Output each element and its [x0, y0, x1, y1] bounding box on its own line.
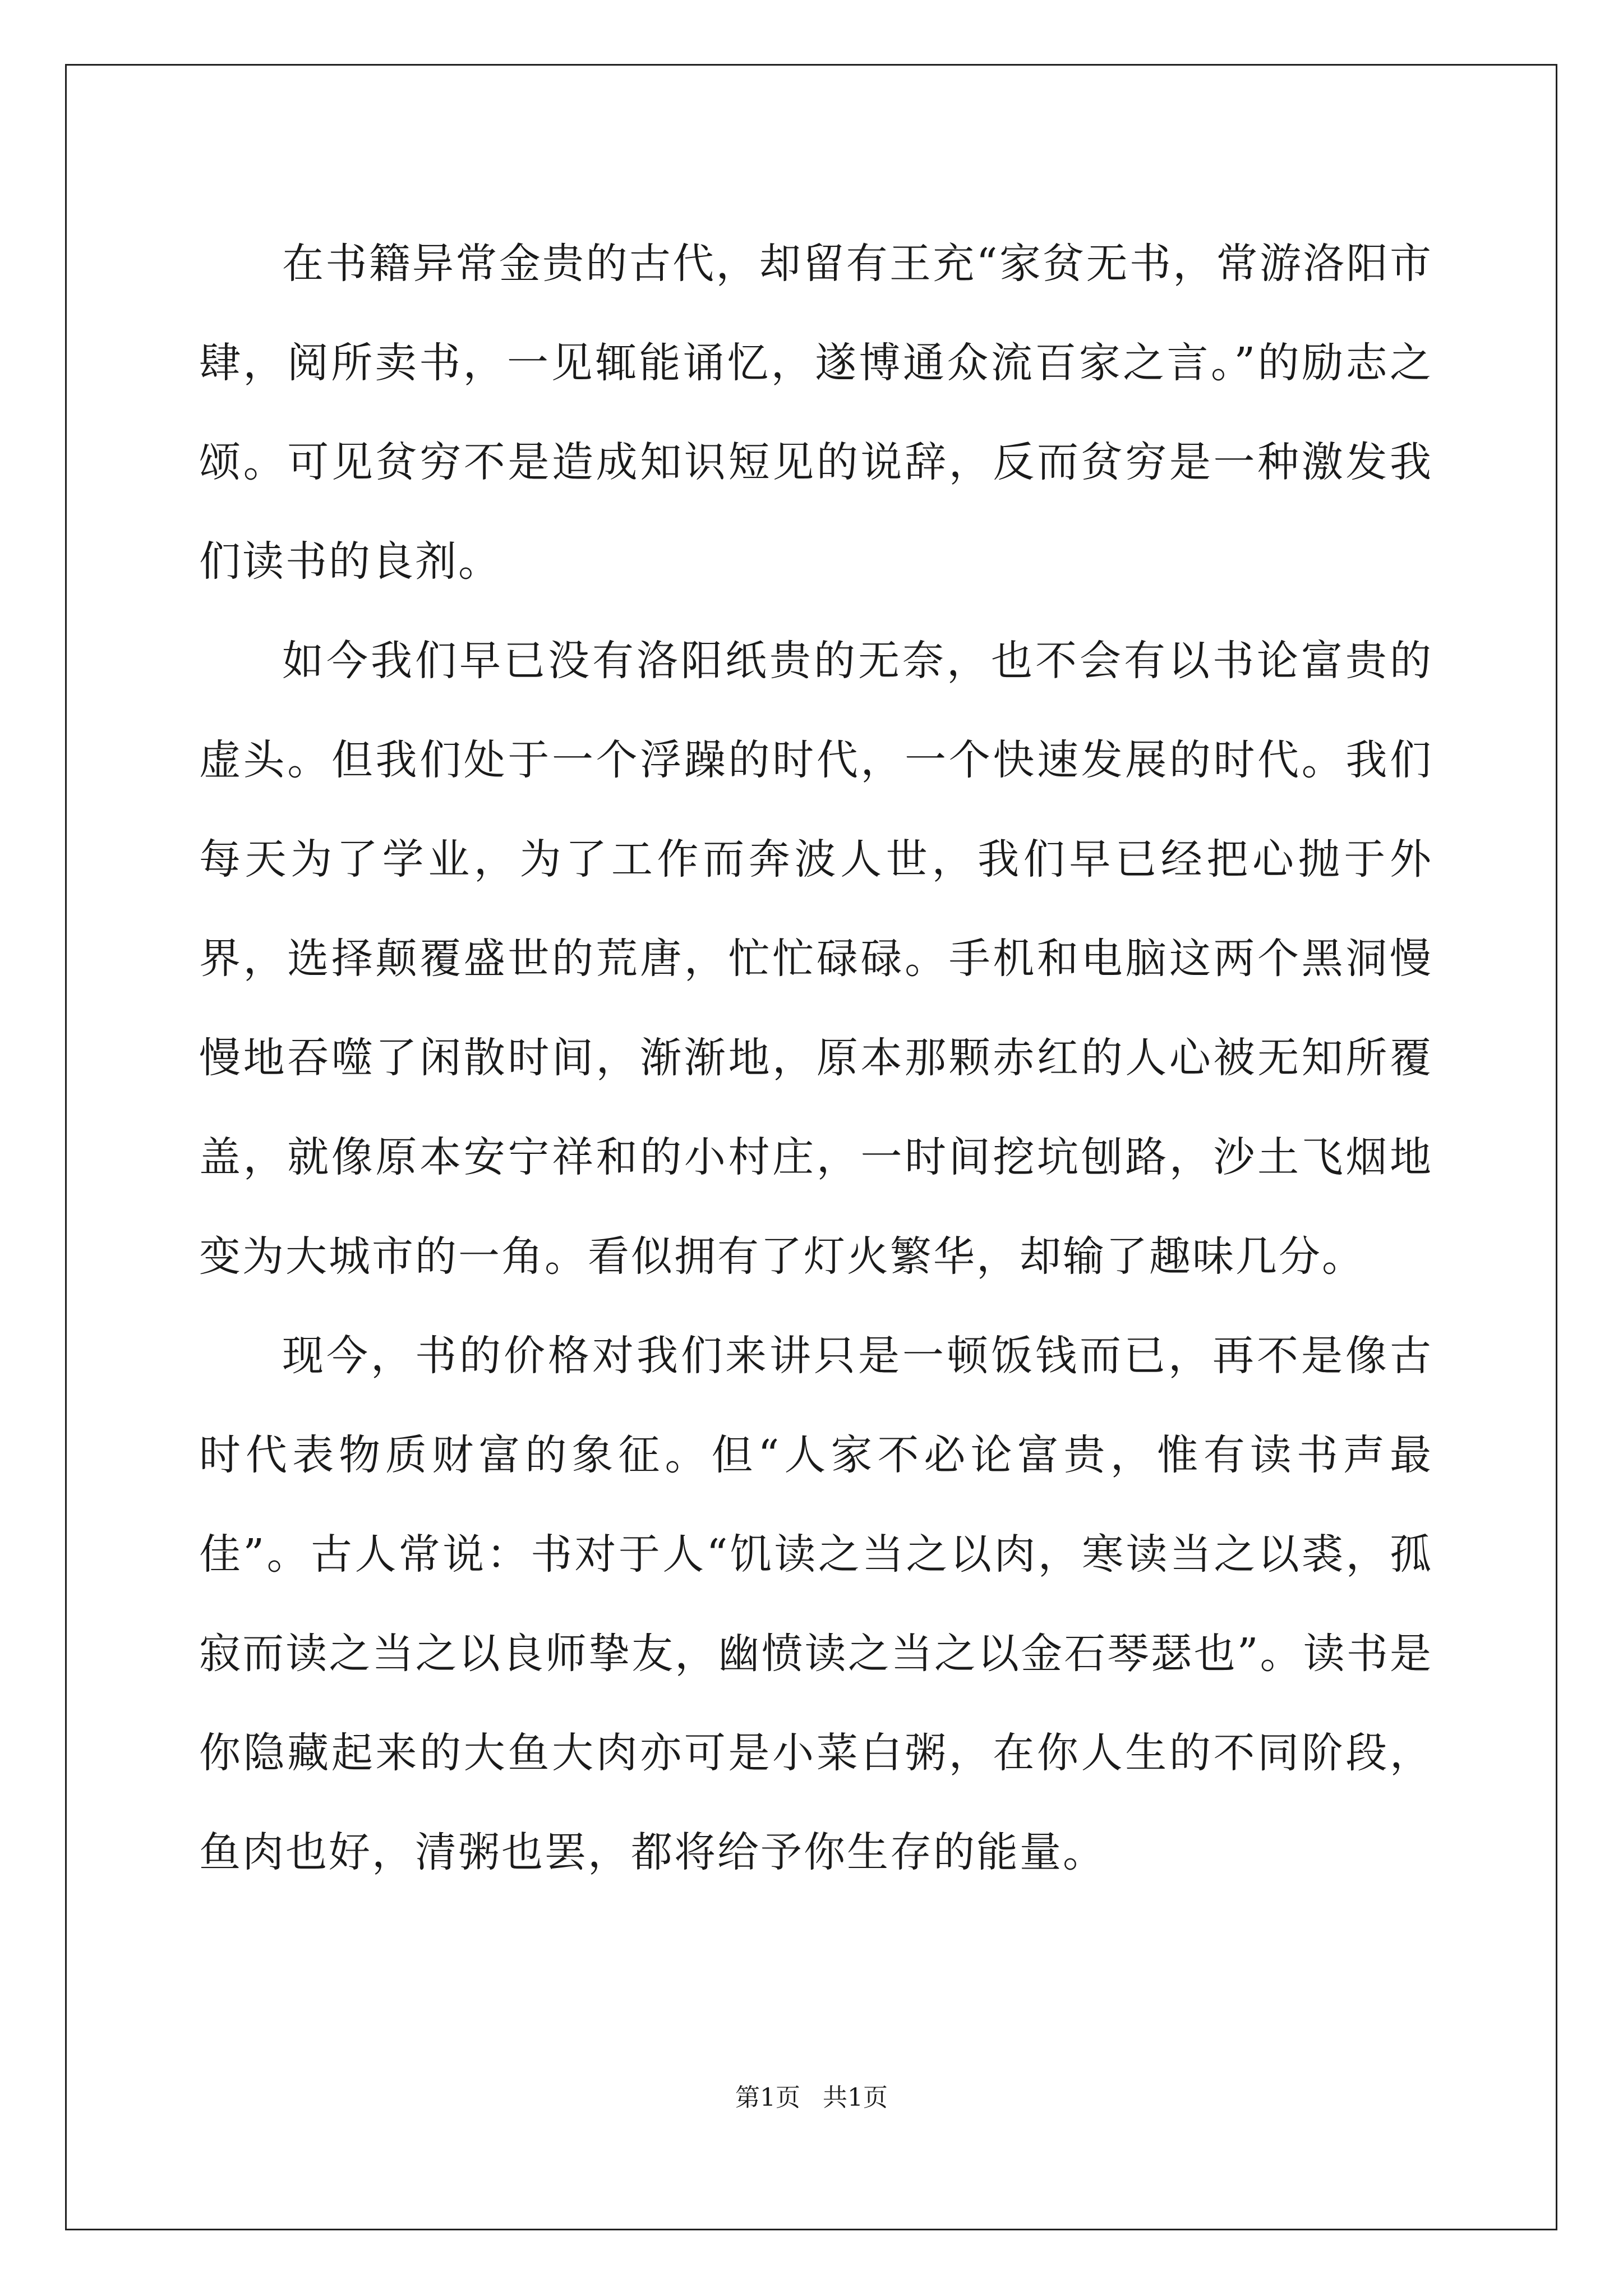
- page-footer: [0, 2081, 1623, 2115]
- document-body: [199, 214, 1433, 1902]
- page-number: 第1页: [735, 2083, 800, 2112]
- page-total: 共1页: [823, 2083, 888, 2112]
- paragraph-3: 现今，书的价格对我们来讲只是一顿饭钱而已，再不是像古时代表物质财富的象征。但“人家不必论富贵，惟有读书声最佳”。古人常说：书对于人“饥读之当之以肉，寒读当之以裘，孤寂而读之当之以良师挚友，幽愤读之当之以金石琴瑟也”。读书是你隐藏起来的大鱼大肉亦可是小菜白粥，在你人生的不同阶段，鱼肉也好，清粥也罢，都将给予你生存的能量。: [199, 1332, 1433, 1876]
- paragraph-1: 在书籍异常金贵的古代，却留有王充“家贫无书，常游洛阳市肆，阅所卖书，一见辄能诵忆，遂博通众流百家之言。”的励志之颂。可见贫穷不是造成知识短见的说辞，反而贫穷是一种激发我们读书的良剂。: [199, 240, 1433, 586]
- paragraph-2: 如今我们早已没有洛阳纸贵的无奈，也不会有以书论富贵的虚头。但我们处于一个浮躁的时代，一个快速发展的时代。我们每天为了学业，为了工作而奔波人世，我们早已经把心抛于外界，选择颠覆盛世的荒唐，忙忙碌碌。手机和电脑这两个黑洞慢慢地吞噬了闲散时间，渐渐地，原本那颗赤红的人心被无知所覆盖，就像原本安宁祥和的小村庄，一时间挖坑刨路，沙土飞烟地变为大城市的一角。看似拥有了灯火繁华，却输了趣味几分。: [199, 637, 1433, 1281]
